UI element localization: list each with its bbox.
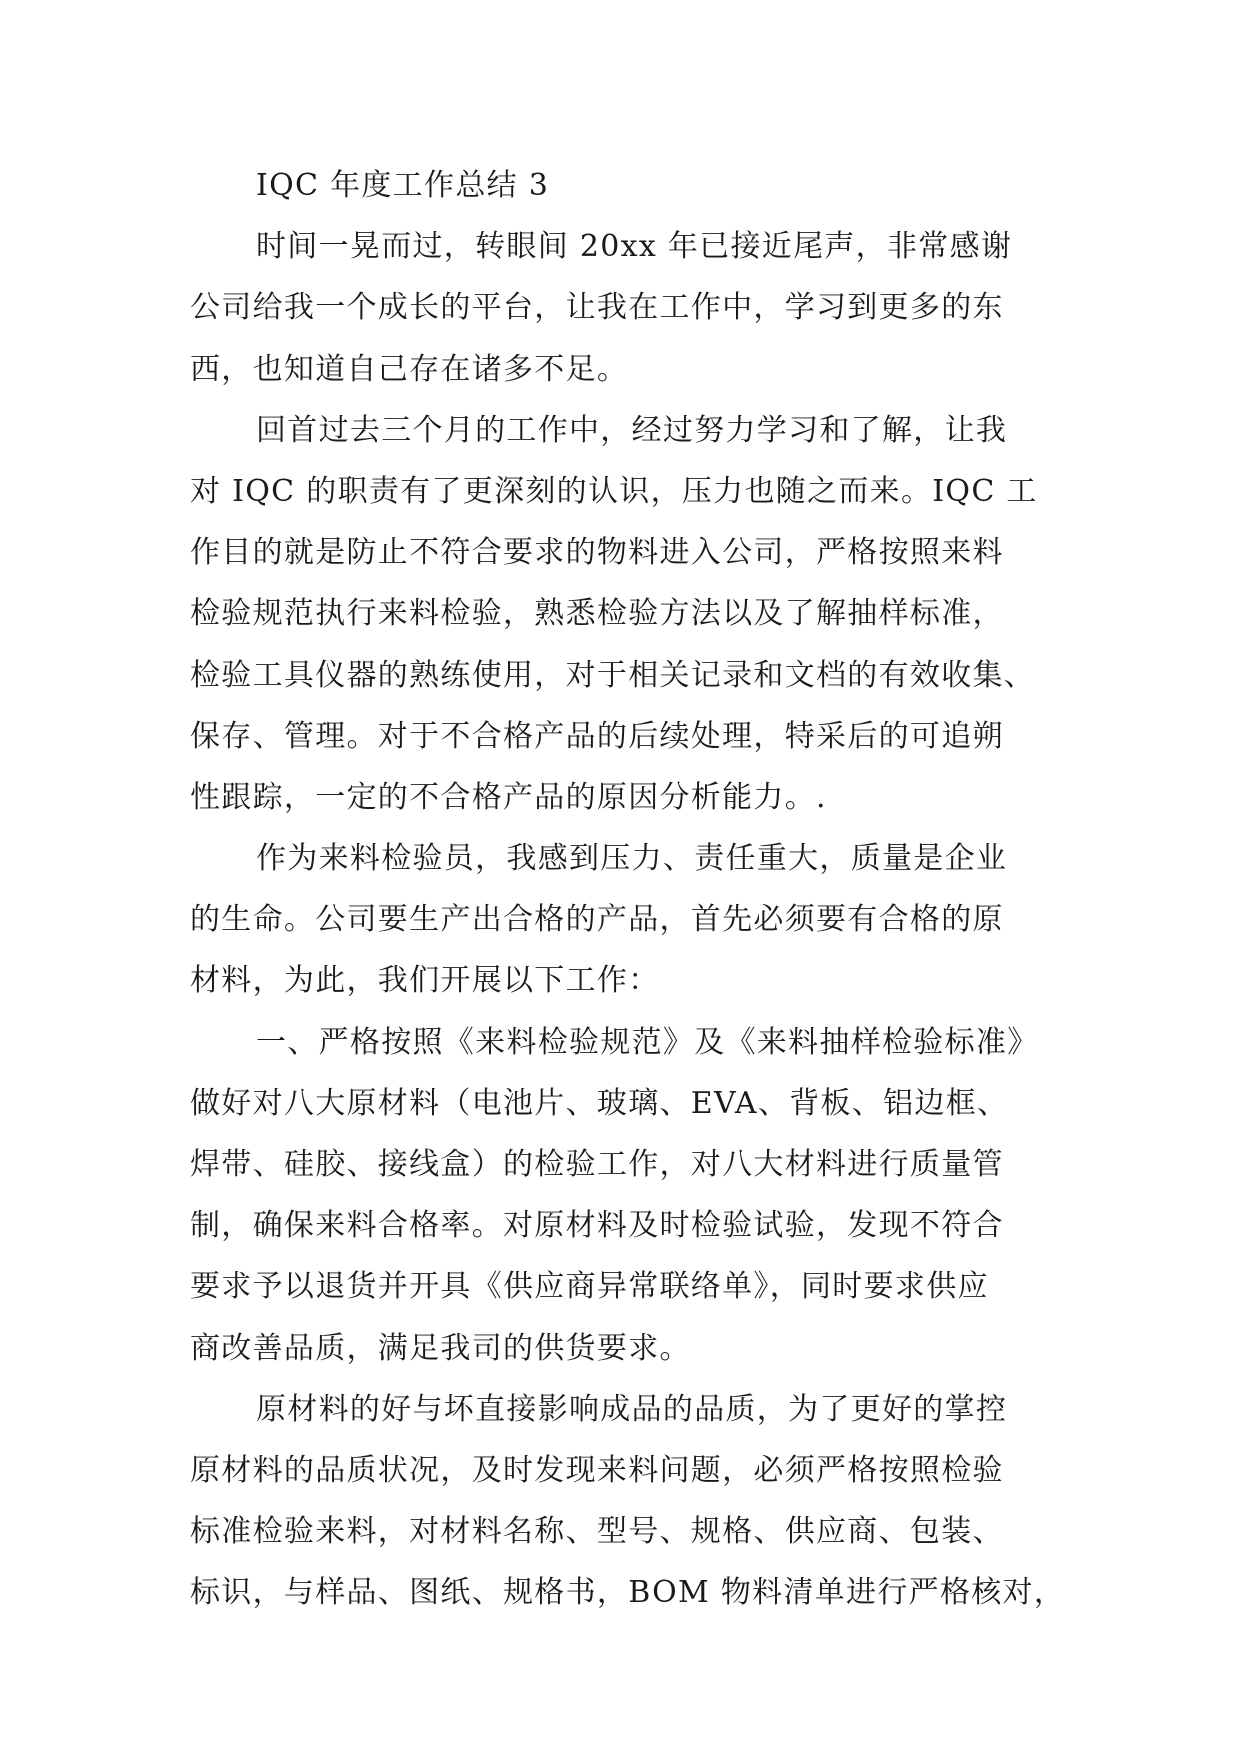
document-body <box>190 155 1066 1624</box>
text-line: 作目的就是防止不符合要求的物料进入公司，严格按照来料 <box>190 535 1004 571</box>
text-line: 做好对八大原材料（电池片、玻璃、EVA、背板、铝边框、 <box>190 1085 1009 1121</box>
text-line: 标识，与样品、图纸、规格书，BOM 物料清单进行严格核对， <box>190 1575 1066 1611</box>
text-line: 焊带、硅胶、接线盒）的检验工作，对八大材料进行质量管 <box>190 1147 1004 1182</box>
text-line: 保存、管理。对于不合格产品的后续处理，特采后的可追朔 <box>190 718 1004 754</box>
text-line: 检验工具仪器的熟练使用，对于相关记录和文档的有效收集、 <box>190 657 1036 693</box>
paragraph-1 <box>190 216 1062 400</box>
text-line: 一、严格按照《来料检验规范》及《来料抽样检验标准》 <box>256 1024 1039 1060</box>
text-line: 原材料的品质状况，及时发现来料问题，必须严格按照检验 <box>190 1452 1004 1488</box>
text-line: 材料，为此，我们开展以下工作： <box>190 963 660 999</box>
text-line: 检验规范执行来料检验，熟悉检验方法以及了解抽样标准， <box>190 596 1004 632</box>
text-line: 商改善品质，满足我司的供货要求。 <box>190 1330 691 1366</box>
text-line: 原材料的好与坏直接影响成品的品质，为了更好的掌控 <box>256 1391 1008 1427</box>
text-line: 回首过去三个月的工作中，经过努力学习和了解，让我 <box>256 412 1008 448</box>
paragraph-3 <box>190 828 1062 1012</box>
text-line: 性跟踪，一定的不合格产品的原因分析能力。. <box>190 779 827 815</box>
paragraph-5 <box>190 1379 1066 1624</box>
text-line: 对 IQC 的职责有了更深刻的认识，压力也随之而来。IQC 工 <box>190 473 1038 509</box>
paragraph-4 <box>190 1012 1062 1379</box>
text-line: 公司给我一个成长的平台，让我在工作中，学习到更多的东 <box>190 290 1004 326</box>
text-line: 的生命。公司要生产出合格的产品，首先必须要有合格的原 <box>190 902 1004 938</box>
text-line: 标准检验来料，对材料名称、型号、规格、供应商、包装、 <box>190 1514 1004 1550</box>
text-line: 要求予以退货并开具《供应商异常联络单》，同时要求供应 <box>190 1269 989 1305</box>
document-title: IQC 年度工作总结 3 <box>256 168 550 203</box>
text-line: 制，确保来料合格率。对原材料及时检验试验，发现不符合 <box>190 1208 1004 1244</box>
text-line: 西，也知道自己存在诸多不足。 <box>190 351 629 387</box>
text-line: 作为来料检验员，我感到压力、责任重大，质量是企业 <box>256 841 1008 877</box>
paragraph-2 <box>190 400 1062 828</box>
text-line: 时间一晃而过，转眼间 20xx 年已接近尾声，非常感谢 <box>256 229 1013 265</box>
